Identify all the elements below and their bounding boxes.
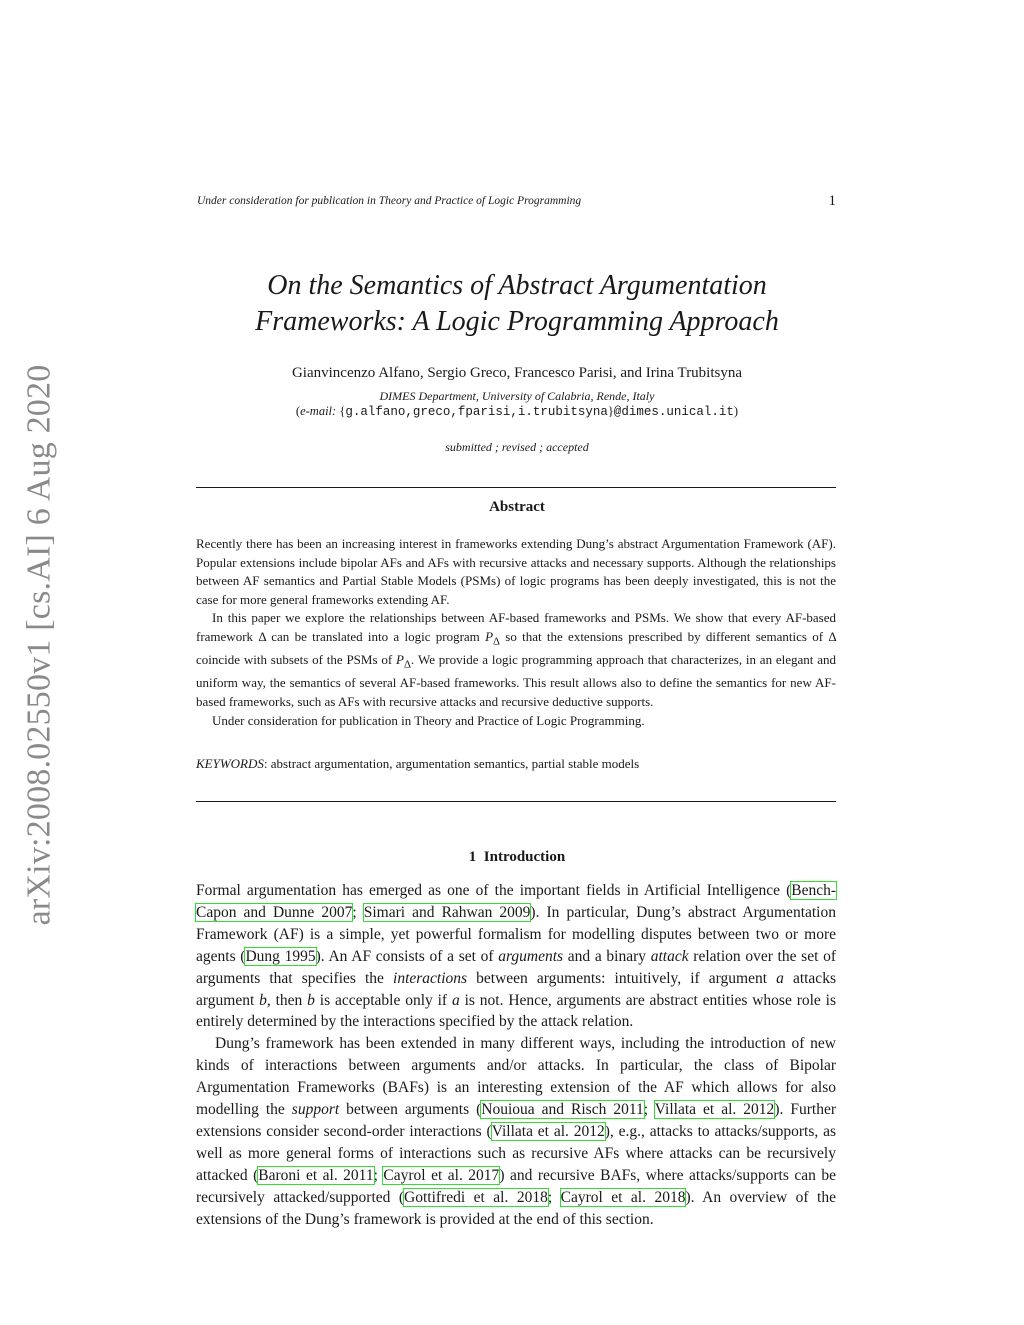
email-label: e-mail: xyxy=(300,404,337,418)
citation-link[interactable]: Nouioua and Risch 2011 xyxy=(481,1101,644,1119)
email-line xyxy=(197,404,837,419)
intro-text: is not. Hence, arguments are abstract entities whose role is entirely determined by the interactions specified by the attack relation. xyxy=(196,991,836,1031)
program-symbol: P xyxy=(395,652,404,668)
intro-text: between arguments ( xyxy=(339,1101,482,1119)
email-names: g.alfano,greco,fparisi,i.trubitsyna xyxy=(345,405,608,419)
email-domain: @dimes.unical.it xyxy=(613,405,734,419)
citation-link[interactable]: Cayrol et al. 2018 xyxy=(560,1188,686,1206)
citation-link[interactable]: Gottifredi et al. 2018 xyxy=(404,1188,548,1206)
delta-subscript: Δ xyxy=(493,635,500,648)
citation-separator: ; xyxy=(547,1188,561,1206)
intro-text: ) and recursive BAFs, where attacks/supports can be recursively attacked/supported ( xyxy=(196,1166,837,1206)
abstract-paragraph-2 xyxy=(196,609,836,711)
delta-subscript: Δ xyxy=(403,658,411,671)
intro-text: attacks argument xyxy=(196,969,836,1009)
author-list: Gianvincenzo Alfano, Sergio Greco, Francesco Parisi, and Irina Trubitsyna xyxy=(291,365,743,381)
citation-link[interactable]: Villata et al. 2012 xyxy=(654,1101,775,1119)
abstract-paragraph-3: Under consideration for publication in Theory and Practice of Logic Programming. xyxy=(212,712,645,728)
citation-link[interactable]: Bench-Capon and Dunne 2007 xyxy=(196,882,836,921)
abstract-text: so that the extensions prescribed by different semantics of xyxy=(500,628,829,644)
citation-link[interactable]: Baroni et al. 2011 xyxy=(258,1166,374,1184)
intro-text: ). Further extensions consider second-order interactions ( xyxy=(196,1101,836,1140)
page-number: 1 xyxy=(828,193,836,209)
intro-paragraph-1 xyxy=(196,880,836,1033)
citation-link[interactable]: Simari and Rahwan 2009 xyxy=(363,903,531,921)
variable-b: b xyxy=(259,991,267,1009)
email-open-paren: ( xyxy=(295,404,301,418)
abstract-text: coincide with subsets of the PSMs of xyxy=(196,652,396,668)
variable-a: a xyxy=(451,991,460,1009)
abstract-text: In this paper we explore the relationships between AF-based frameworks and PSMs. We show that every AF-based framework xyxy=(196,610,836,644)
emphasis-text: arguments xyxy=(498,947,564,965)
emphasis-text: attack xyxy=(650,947,689,965)
abstract-body xyxy=(196,535,836,730)
email-brace-open: { xyxy=(336,404,346,418)
emphasis-text: interactions xyxy=(393,969,468,987)
running-head: Under consideration for publication in Theory and Practice of Logic Programming xyxy=(197,195,582,207)
keywords xyxy=(196,756,836,772)
intro-text: relation over the set of arguments that specifies the xyxy=(196,947,836,987)
intro-text: , then xyxy=(266,991,308,1009)
emphasis-text: support xyxy=(291,1101,340,1119)
email-brace-close: } xyxy=(607,404,614,418)
paper-title xyxy=(197,268,837,340)
citation-link[interactable]: Cayrol et al. 2017 xyxy=(383,1166,500,1184)
title-line-2: Frameworks: A Logic Programming Approach xyxy=(255,306,779,337)
variable-b: b xyxy=(307,991,315,1009)
section-title: Introduction xyxy=(483,849,566,865)
abstract-top-rule xyxy=(196,487,836,488)
section-heading-introduction xyxy=(197,849,837,866)
introduction-body xyxy=(196,880,836,1231)
intro-paragraph-2 xyxy=(196,1033,836,1230)
abstract-text: . We provide a logic programming approach that characterizes, in an elegant and uniform way, the semantics of several AF-based frameworks. This result allows also to define the semantics for new AF-based frameworks, such as AFs with recursive attacks and recursive deductive supports. xyxy=(196,652,836,709)
intro-text: ). An AF consists of a set of xyxy=(315,947,499,965)
abstract-bottom-rule xyxy=(196,801,836,802)
email-close-paren: ) xyxy=(733,404,739,418)
intro-text: ). An overview of the extensions of the Dung’s framework is provided at the end of this section. xyxy=(196,1188,836,1228)
keywords-text: : abstract argumentation, argumentation semantics, partial stable models xyxy=(263,756,640,771)
citation-link[interactable]: Dung 1995 xyxy=(245,947,316,965)
citation-separator: ; xyxy=(643,1101,655,1119)
citation-link[interactable]: Villata et al. 2012 xyxy=(491,1122,605,1140)
intro-text: ), e.g., attacks to attacks/supports, as well as more general forms of interactions such as recursive AFs where attacks can be recursively attacked ( xyxy=(196,1122,836,1184)
abstract-heading: Abstract xyxy=(489,499,545,515)
citation-separator: ; xyxy=(352,903,364,921)
title-line-1: On the Semantics of Abstract Argumentation xyxy=(267,270,767,301)
arxiv-identifier xyxy=(18,365,60,925)
intro-text: Formal argumentation has emerged as one of the important fields in Artificial Intelligence ( xyxy=(196,882,792,899)
intro-text: and a binary xyxy=(563,947,651,965)
submission-status: submitted ; revised ; accepted xyxy=(445,440,589,454)
citation-separator: ; xyxy=(373,1166,384,1184)
keywords-label: KEYWORDS xyxy=(196,756,264,771)
abstract-paragraph-1: Recently there has been an increasing interest in frameworks extending Dung’s abstract Argumentation Framework (AF). Popular extensions include bipolar AFs and AFs with recursive attacks and necessary supports. Although the relationships between AF semantics and Partial Stable Models (PSMs) of logic programs has been deeply investigated, this is not the case for more general frameworks extending AF. xyxy=(196,536,836,607)
intro-text: Dung’s framework has been extended in many different ways, including the introduction of new kinds of interactions between arguments and/or attacks. In particular, the class of Bipolar Argumentation Frameworks (BAFs) is an interesting extension of the AF which allows for also modelling the xyxy=(196,1035,836,1119)
delta-symbol: Δ xyxy=(828,628,837,644)
affiliation: DIMES Department, University of Calabria, Rende, Italy xyxy=(379,389,655,403)
delta-symbol: Δ xyxy=(258,628,266,644)
section-number: 1 xyxy=(468,849,477,865)
intro-text: is acceptable only if xyxy=(314,991,452,1009)
variable-a: a xyxy=(776,969,784,987)
intro-text: ). In particular, Dung’s abstract Argumentation Framework (AF) is a simple, yet powerful formalism for modelling disputes between two or more agents ( xyxy=(196,903,836,965)
program-symbol: P xyxy=(485,628,494,644)
arxiv-identifier-text: arXiv:2008.02550v1 [cs.AI] 6 Aug 2020 xyxy=(20,364,57,926)
abstract-text: can be translated into a logic program xyxy=(265,628,486,644)
intro-text: between arguments: intuitively, if argument xyxy=(467,969,777,987)
